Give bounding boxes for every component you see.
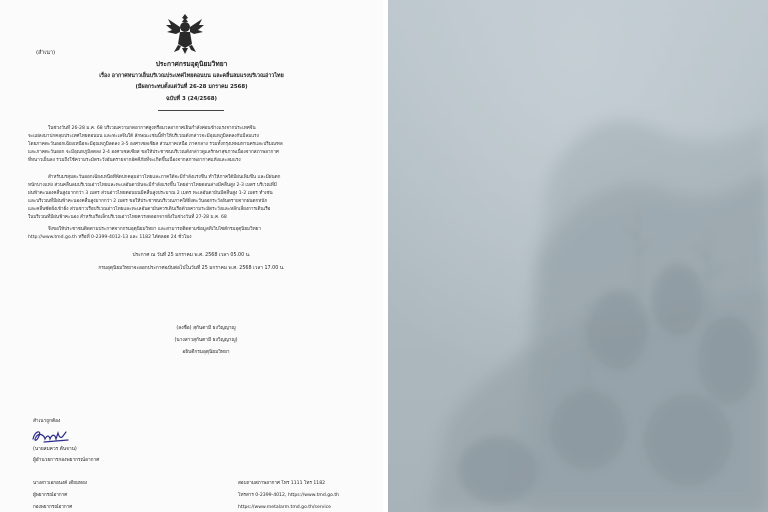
announced-at: ประกาศ ณ วันที่ 25 มกราคม พ.ศ. 2568 เวลา 05.00 น. [132,253,251,258]
fog-landscape-graphic [388,0,768,512]
next-issue-notice: กรมอุตุนิยมวิทยาจะออกประกาศฉบับต่อไปในวันที่ 25 มกราคม พ.ศ. 2568 เวลา 17.00 น. [98,266,285,271]
paragraph-1-line: ในช่วงวันที่ 26-28 ม.ค. 68 บริเวณความกดอากาศสูงหรือมวลอากาศเย็นกำลังค่อนข้างแรงจากประเทศจีน [48,126,256,131]
paragraph-1-line: ที่หนาวเย็นลง รวมถึงใช้ความระมัดระวังอันตรายจากอัคคีภัยที่จะเกิดขึ้นเนื่องจากสภาพอากาศแห้งและลมแรง [28,158,241,163]
paragraph-2-line: ในบริเวณที่มีฝนฟ้าคะนอง สำหรับเรือเล็กบริเวณอ่าวไทยควรงดออกจากฝั่งในช่วงวันที่ 27-28 ม.ค. 68 [28,215,227,220]
footer-right-line: https://www.metalarm.tmd.go.th/service [238,505,332,510]
paragraph-2-line: สำหรับมรสุมตะวันออกเฉียงเหนือที่พัดปกคลุมอ่าวไทยและภาคใต้จะมีกำลังแรงขึ้น ทำให้ภาคใต้มีฝนเพิ่มขึ้น และมีฝนตก [48,175,281,180]
paragraph-3-line: http://www.tmd.go.th หรือที่ 0-2399-4012-13 และ 1182 ได้ตลอด 24 ชั่วโมง [28,235,192,240]
footer-left-line: นางสาวเอกอนงค์ เดียมทอง [33,481,88,486]
announcement-document [0,0,383,512]
certified-copy-label: สำเนาถูกต้อง [33,419,61,424]
paragraph-2-line: และบริเวณที่มีฝนฟ้าคะนองคลื่นสูงมากกว่า 2 เมตร ขอให้ประชาชนบริเวณภาคใต้ฝั่งตะวันออกระวังอันตรายจากฝนตกหนัก [28,199,268,204]
footer-right-line: สอบถามสภาพอากาศ โทร 1111 โทร 1182 [238,481,326,486]
signer-name: (นางสาวสุกันตามี ธงวิญญาญู) [174,338,238,343]
paragraph-1 [28,125,372,165]
paragraph-2-line: หนักบางแห่ง ส่วนคลื่นลมบริเวณอ่าวไทยและทะเลอันดามันจะมีกำลังแรงขึ้น โดยอ่าวไทยตอนล่างมีคลื่นสูง 2-3 เมตร บริเวณที่มี [28,183,277,188]
signer-title: อธิบดีกรมอุตุนิยมวิทยา [182,350,230,355]
paragraph-2-line: และคลื่นซัดฝั่งเข้าฝั่ง ส่วนชาวเรือบริเวณอ่าวไทยและทะเลอันดามันควรเดินเรือด้วยความระมัดระวังและหลีกเลี่ยงการเดินเรือ [28,207,271,212]
paragraph-3-line: จึงขอให้ประชาชนติดตามประกาศจากกรมอุตุนิยมวิทยา และสามารถติดตามข้อมูลที่เว็บไซต์กรมอุตุนิยมวิทยา [48,227,261,232]
footer-left-line: ผู้พยากรณ์อากาศ [33,493,68,498]
title-rule [158,110,224,111]
paragraph-2 [28,174,372,222]
subject-line-1: เรื่อง อากาศหนาวเย็นบริเวณประเทศไทยตอนบน และคลื่นลมแรงบริเวณอ่าวไทย [99,73,284,79]
subject-line-2: (มีผลกระทบตั้งแต่วันที่ 26-28 มกราคม 2568) [135,84,248,90]
footer-contact-left [33,478,87,512]
footer-left-line: กองพยากรณ์อากาศ [33,505,73,510]
copy-mark: (สำเนา) [36,50,56,56]
paragraph-1-line: โดยภาคตะวันออกเฉียงเหนือจะมีอุณหภูมิลดลง 3-5 องศาเซลเซียส ส่วนภาคเหนือ ภาคกลาง รวมทั้งกรุงเทพมหานครและปริมณฑล [28,142,283,147]
garuda-emblem-icon [164,11,206,55]
foggy-forest-photo [388,0,768,512]
footer-right-line: โทรสาร 0-2399-4012, https://www.tmd.go.th [238,493,340,498]
paragraph-2-line: ฝนฟ้าคะนองคลื่นสูงมากกว่า 3 เมตร ส่วนอ่าวไทยตอนบนมีคลื่นสูงประมาณ 2 เมตร ทะเลอันดามันมีคลื่นสูง 1-2 เมตร ทำเช่น [28,191,273,196]
handwritten-signature [30,427,72,445]
announcement-title: ประกาศกรมอุตุนิยมวิทยา [155,60,228,68]
paragraph-1-line: และภาคตะวันออก จะมีอุณหภูมิลดลง 2-4 องศาเซลเซียส ขอให้ประชาชนบริเวณดังกล่าวดูแลรักษาสุขภาพเนื่องจากสภาพอากาศ [28,150,279,155]
issue-number: ฉบับที่ 3 (24/2568) [166,96,217,102]
paragraph-1-line: จะแผ่ลงมาปกคลุมประเทศไทยตอนบน และทะเลจีนใต้ ลักษณะเช่นนี้ทำให้บริเวณดังกล่าวจะมีอุณหภูมิลดลงกับมีลมแรง [28,134,259,139]
footer-contact-right [238,478,339,512]
paragraph-3 [28,226,372,242]
certifier-title: ผู้อำนวยการกองพยากรณ์อากาศ [33,458,100,463]
signed-line: (ลงชื่อ) สุกันตามี ธงวิญญาญู [176,326,236,331]
certifier-name: (นายสมควร ต้นจาน) [33,447,77,452]
